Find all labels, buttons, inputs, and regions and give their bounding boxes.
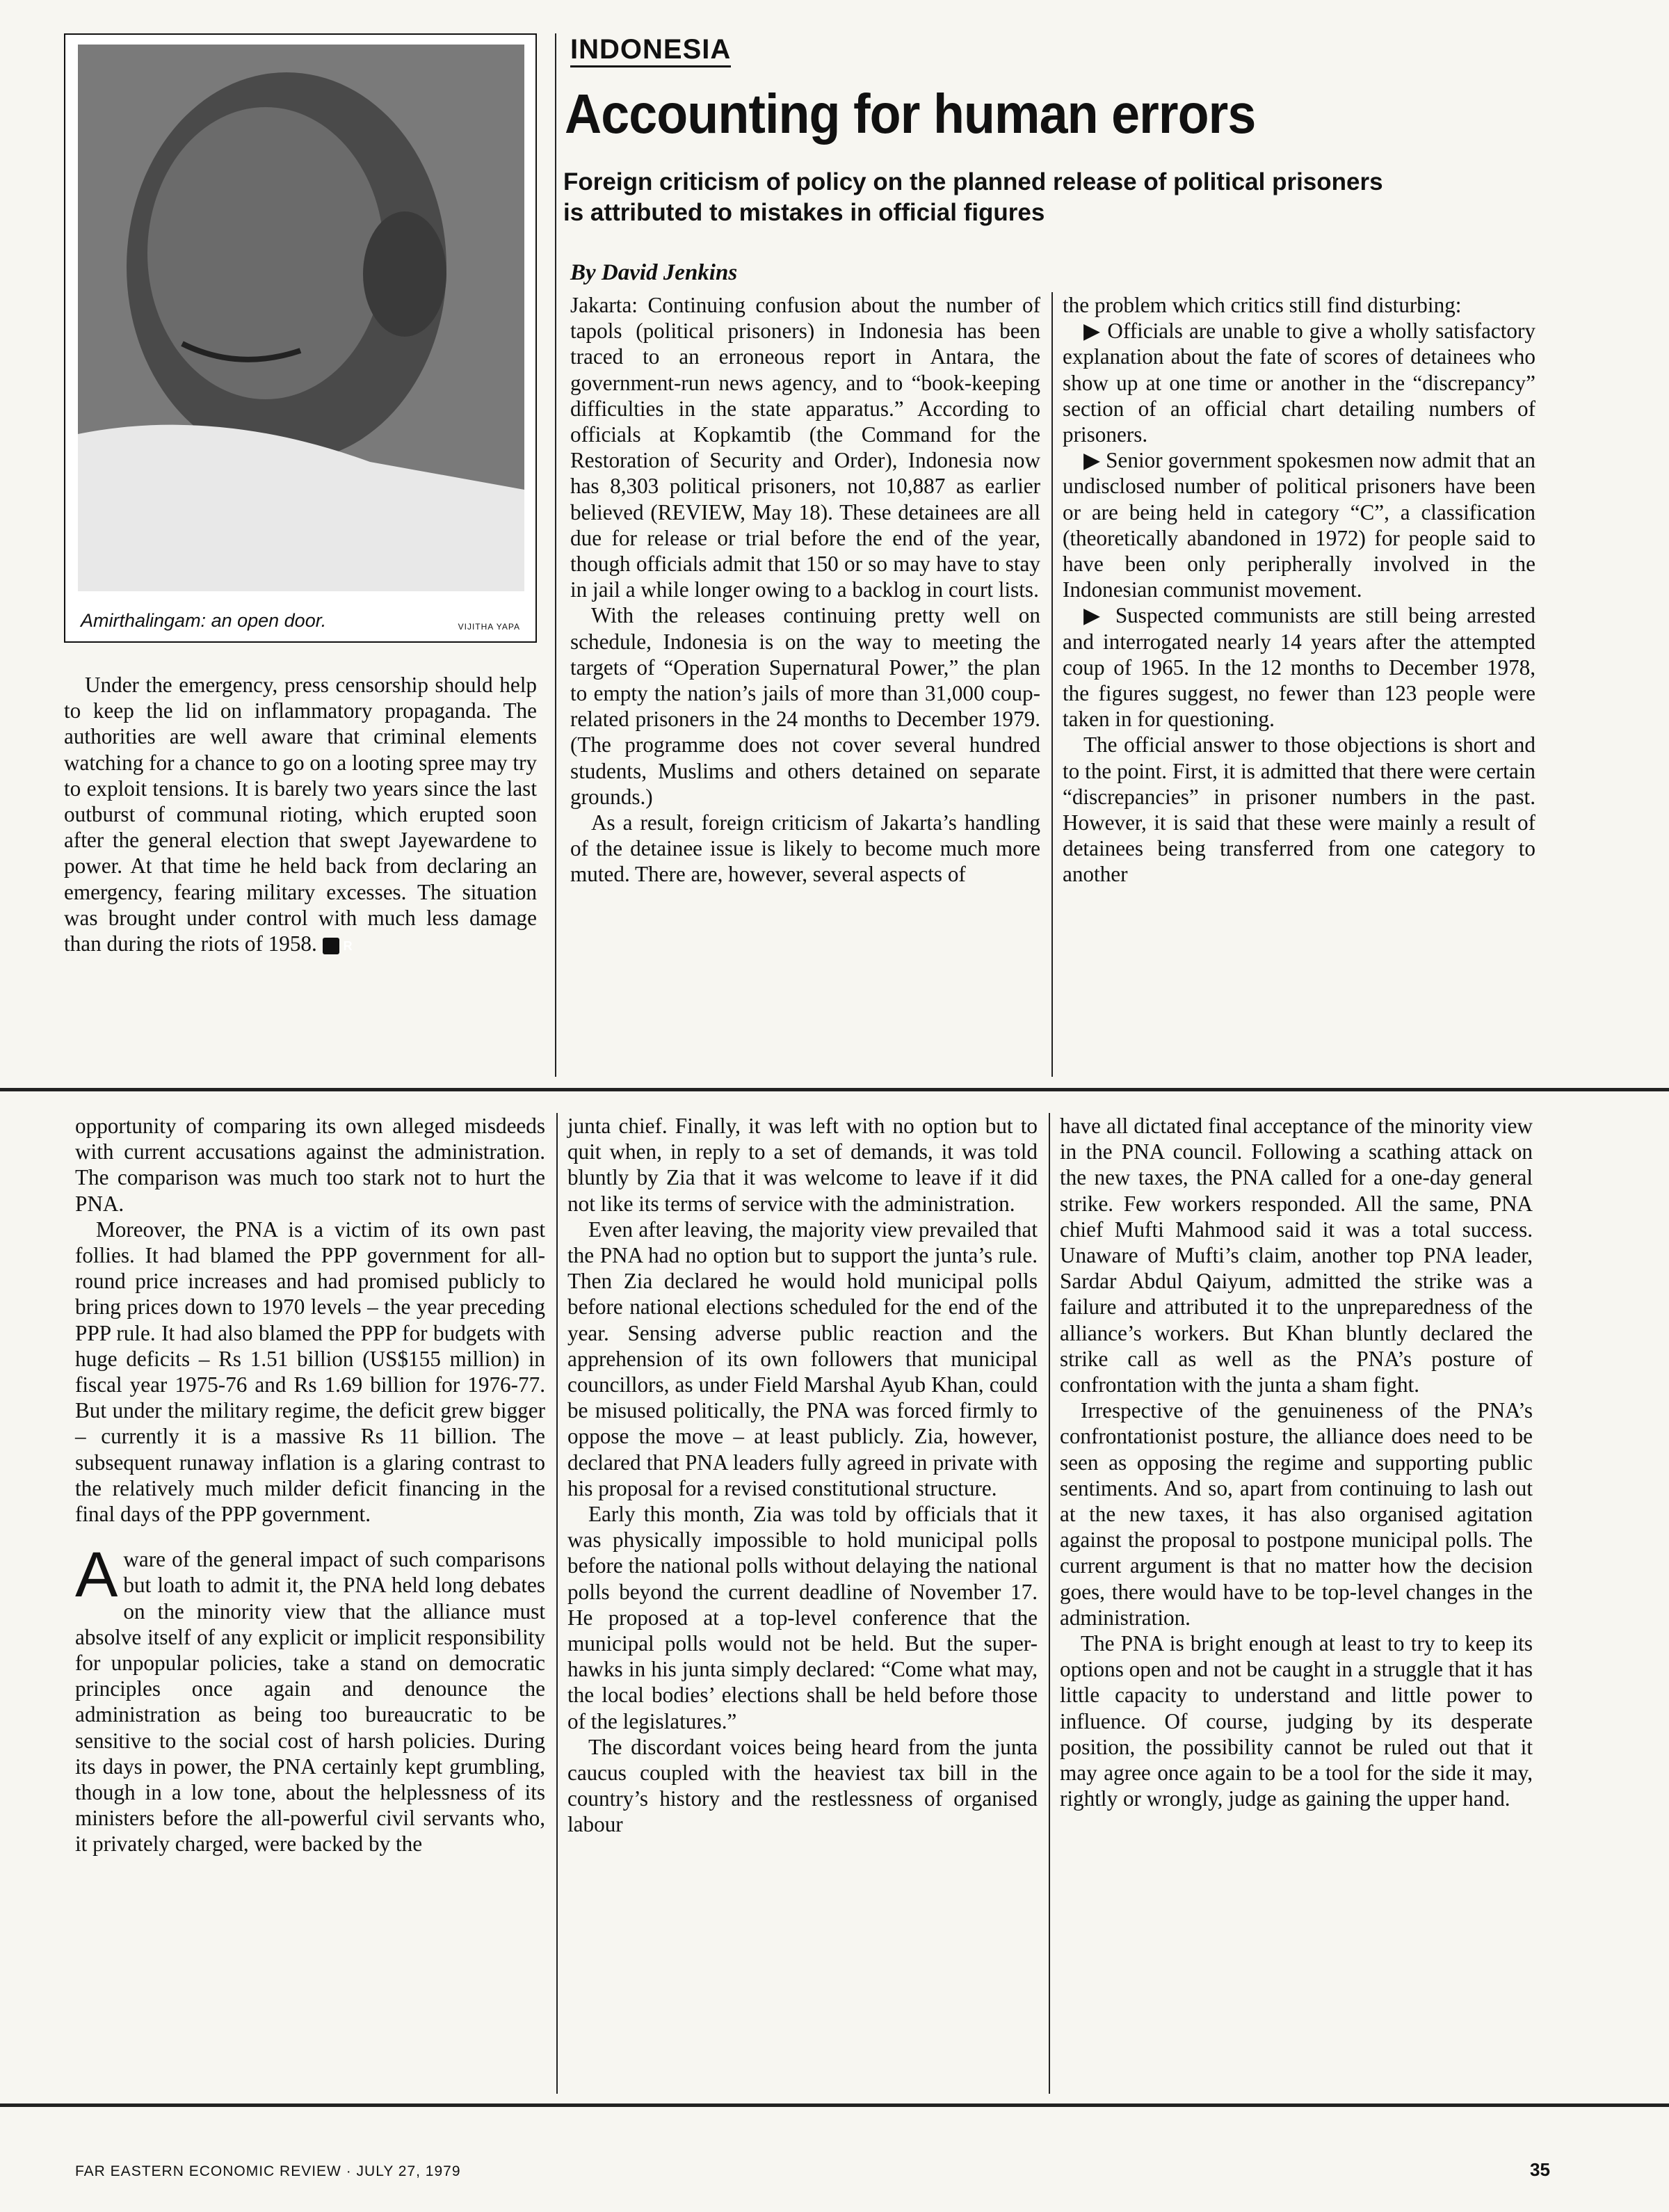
section-kicker: INDONESIA	[570, 33, 731, 67]
portrait-illustration	[78, 45, 524, 591]
bullet-paragraph: ▶ Senior government spokesmen now admit that an undisclosed number of political prisoners have been or are being held in category “C”, a classification (theoretically abandoned in 1972) for people said to have been only peripherally involved in the Indonesian communist movement.	[1063, 448, 1535, 602]
column-rule	[1049, 1113, 1050, 2094]
paragraph: Jakarta: Continuing confusion about the number of tapols (political prisoners) in Indonesia has been traced to an erroneous report in Antara, the government-run news agency, and to “book-keeping difficulties in the state apparatus.” According to officials at Kopkamtib (the Command for the Restoration of Security and Order), Indonesia now has 8,303 political prisoners, not 10,887 as earlier believed (REVIEW, May 18). These detainees are all due for release or trial before the end of the year, though officials admit that 150 or so may have to stay in jail a while longer owing to a backlog in court lists.	[570, 293, 1040, 602]
paragraph: Early this month, Zia was told by officials that it was physically impossible to hold municipal polls before the national polls without delaying the national polls beyond the current deadline of November 17. He proposed at a top-level conference that the municipal polls would not be held. But the super-hawks in his junta simply declared: “Come what may, the local bodies’ elections shall be held before those of the legislatures.”	[567, 1502, 1038, 1733]
dropcap-paragraph: A ware of the general impact of such comparisons but loath to admit it, the PNA held long debates on the minority view that the alliance must absolve itself of any explicit or implicit responsibility for unpopular policies, take a stand on democratic principles once again and denounce the administration as being too bureaucratic to be sensitive to the social cost of harsh policies. During its days in power, the PNA certainly kept grumbling, though in a low tone, about the helplessness of its ministers before the all-powerful civil servants who, it privately charged, were backed by the	[75, 1539, 545, 1857]
paragraph: Moreover, the PNA is a victim of its own past follies. It had blamed the PPP government for all-round price increases and had promised publicly to bring prices down to 1970 levels – the year preceding PPP rule. It had also blamed the PPP for budgets with huge deficits – Rs 1.51 billion (US$155 million) in fiscal year 1975-76 and Rs 1.69 billion for 1976-77. But under the military regime, the deficit grew bigger – currently it is a massive Rs 11 billion. The subsequent runaway inflation is a glaring contrast to the relatively much milder deficit financing in the final days of the PPP government.	[75, 1217, 545, 1527]
indonesia-column-2	[1063, 292, 1535, 888]
photo-caption: Amirthalingam: an open door.	[81, 610, 327, 631]
page-number: 35	[1530, 2159, 1550, 2180]
article-byline: By David Jenkins	[570, 260, 738, 285]
paragraph: the problem which critics still find disturbing:	[1063, 293, 1462, 317]
paragraph: The PNA is bright enough at least to try to keep its options open and not be caught in a struggle that it has little capacity to understand and little power to influence. Of course, judging by its desperate position, the possibility cannot be ruled out that it may agree once again to be a tool for the side it may, rightly or wrongly, judge as gaining the upper hand.	[1060, 1631, 1533, 1811]
paragraph: junta chief. Finally, it was left with no option but to quit when, in reply to a set of demands, it was told bluntly by Zia that it was welcome to leave if it did not like its terms of service with the administration.	[567, 1114, 1038, 1216]
article-subhead: Foreign criticism of policy on the planned release of political prisoners is attributed to mistakes in official figures	[563, 168, 1383, 226]
paragraph: The official answer to those objections is short and to the point. First, it is admitted that there were certain “discrepancies” in prisoner numbers in the past. However, it is said that these were mainly a result of detainees being transferred from one category to another	[1063, 732, 1535, 887]
indonesia-column-1	[570, 292, 1040, 888]
paragraph: Irrespective of the genuineness of the PNA’s confrontationist posture, the alliance does need to be seen as opposing the regime and supporting public sentiments. And so, apart from continuing to lash out at the new taxes, it has also organised agitation against the proposal to postpone municipal polls. The current argument is that no matter how the decision goes, there would have to be top-level changes in the administration.	[1060, 1398, 1533, 1630]
pakistan-column-3	[1060, 1113, 1533, 1811]
bottom-divider	[0, 2103, 1669, 2107]
paragraph: The discordant voices being heard from the junta caucus coupled with the heaviest tax bill in the country’s history and the restlessness of organised labour	[567, 1734, 1038, 1837]
paragraph: Even after leaving, the majority view prevailed that the PNA had no option but to support the junta’s rule. Then Zia declared he would hold municipal polls before national elections scheduled for the end of the year. Sensing adverse public reaction and the apprehension of its own followers that municipal councillors, as under Field Marshal Ayub Khan, could be misused politically, the PNA was forced firmly to oppose the move – at least publicly. Zia, however, declared that PNA leaders fully agreed in private with his proposal for a revised constitutional structure.	[567, 1217, 1038, 1500]
column-rule	[556, 1113, 558, 2094]
end-mark-icon: R	[323, 938, 339, 954]
column-rule	[1051, 292, 1053, 1077]
article-headline: Accounting for human errors	[565, 83, 1256, 145]
bullet-paragraph: ▶ Suspected communists are still being arrested and interrogated nearly 14 years after the attempted coup of 1965. In the 12 months to December 1978, the figures suggest, no fewer than 123 people were taken in for questioning.	[1063, 603, 1535, 732]
publication-footer: FAR EASTERN ECONOMIC REVIEW · JULY 27, 1979	[75, 2163, 461, 2179]
photo-caption-row	[81, 610, 520, 632]
paragraph: have all dictated final acceptance of the minority view in the PNA council. Following a scathing attack on the new taxes, the PNA called for a one-day general strike. Few workers responded. All the same, PNA chief Mufti Mahmood said it was a total success. Unaware of Mufti’s claim, another top PNA leader, Sardar Abdul Qaiyum, admitted the strike was a failure and attributed it to the unpreparedness of the alliance’s workers. But Khan bluntly declared the strike call as well as the PNA’s posture of confrontation with the junta a sham fight.	[1060, 1114, 1533, 1397]
paragraph: opportunity of comparing its own alleged misdeeds with current accusations against the administration. The comparison was much too stark not to hurt the PNA.	[75, 1114, 545, 1216]
pakistan-column-1	[75, 1113, 545, 1857]
srilanka-column	[64, 672, 537, 956]
section-divider	[0, 1088, 1669, 1091]
srilanka-paragraph: Under the emergency, press censorship should help to keep the lid on inflammatory propaganda. The authorities are well aware that criminal elements watching for a chance to go on a looting spree may try to exploit tensions. It is barely two years since the last outburst of communal rioting, which erupted soon after the general election that swept Jayewardene to power. At that time he held back from declaring an emergency, fearing military excesses. The situation was brought under control with much less damage than during the riots of 1958. R	[64, 673, 537, 956]
column-rule	[555, 33, 556, 1077]
portrait-photo	[78, 45, 524, 591]
photo-credit: VIJITHA YAPA	[458, 622, 520, 632]
pakistan-column-2	[567, 1113, 1038, 1838]
paragraph: With the releases continuing pretty well on schedule, Indonesia is on the way to meeting the targets of “Operation Supernatural Power,” the plan to empty the nation’s jails of more than 31,000 coup-related prisoners in the 24 months to December 1979. (The programme does not cover several hundred students, Muslims and others detained on separate grounds.)	[570, 603, 1040, 809]
paragraph: As a result, foreign criticism of Jakarta’s handling of the detainee issue is likely to become much more muted. There are, however, several aspects of	[570, 810, 1040, 887]
bullet-paragraph: ▶ Officials are unable to give a wholly satisfactory explanation about the fate of scores of detainees who show up at one time or another in the “discrepancy” section of an official chart detailing numbers of prisoners.	[1063, 319, 1535, 447]
drop-cap: A	[75, 1539, 118, 1611]
photo-frame	[64, 33, 537, 643]
